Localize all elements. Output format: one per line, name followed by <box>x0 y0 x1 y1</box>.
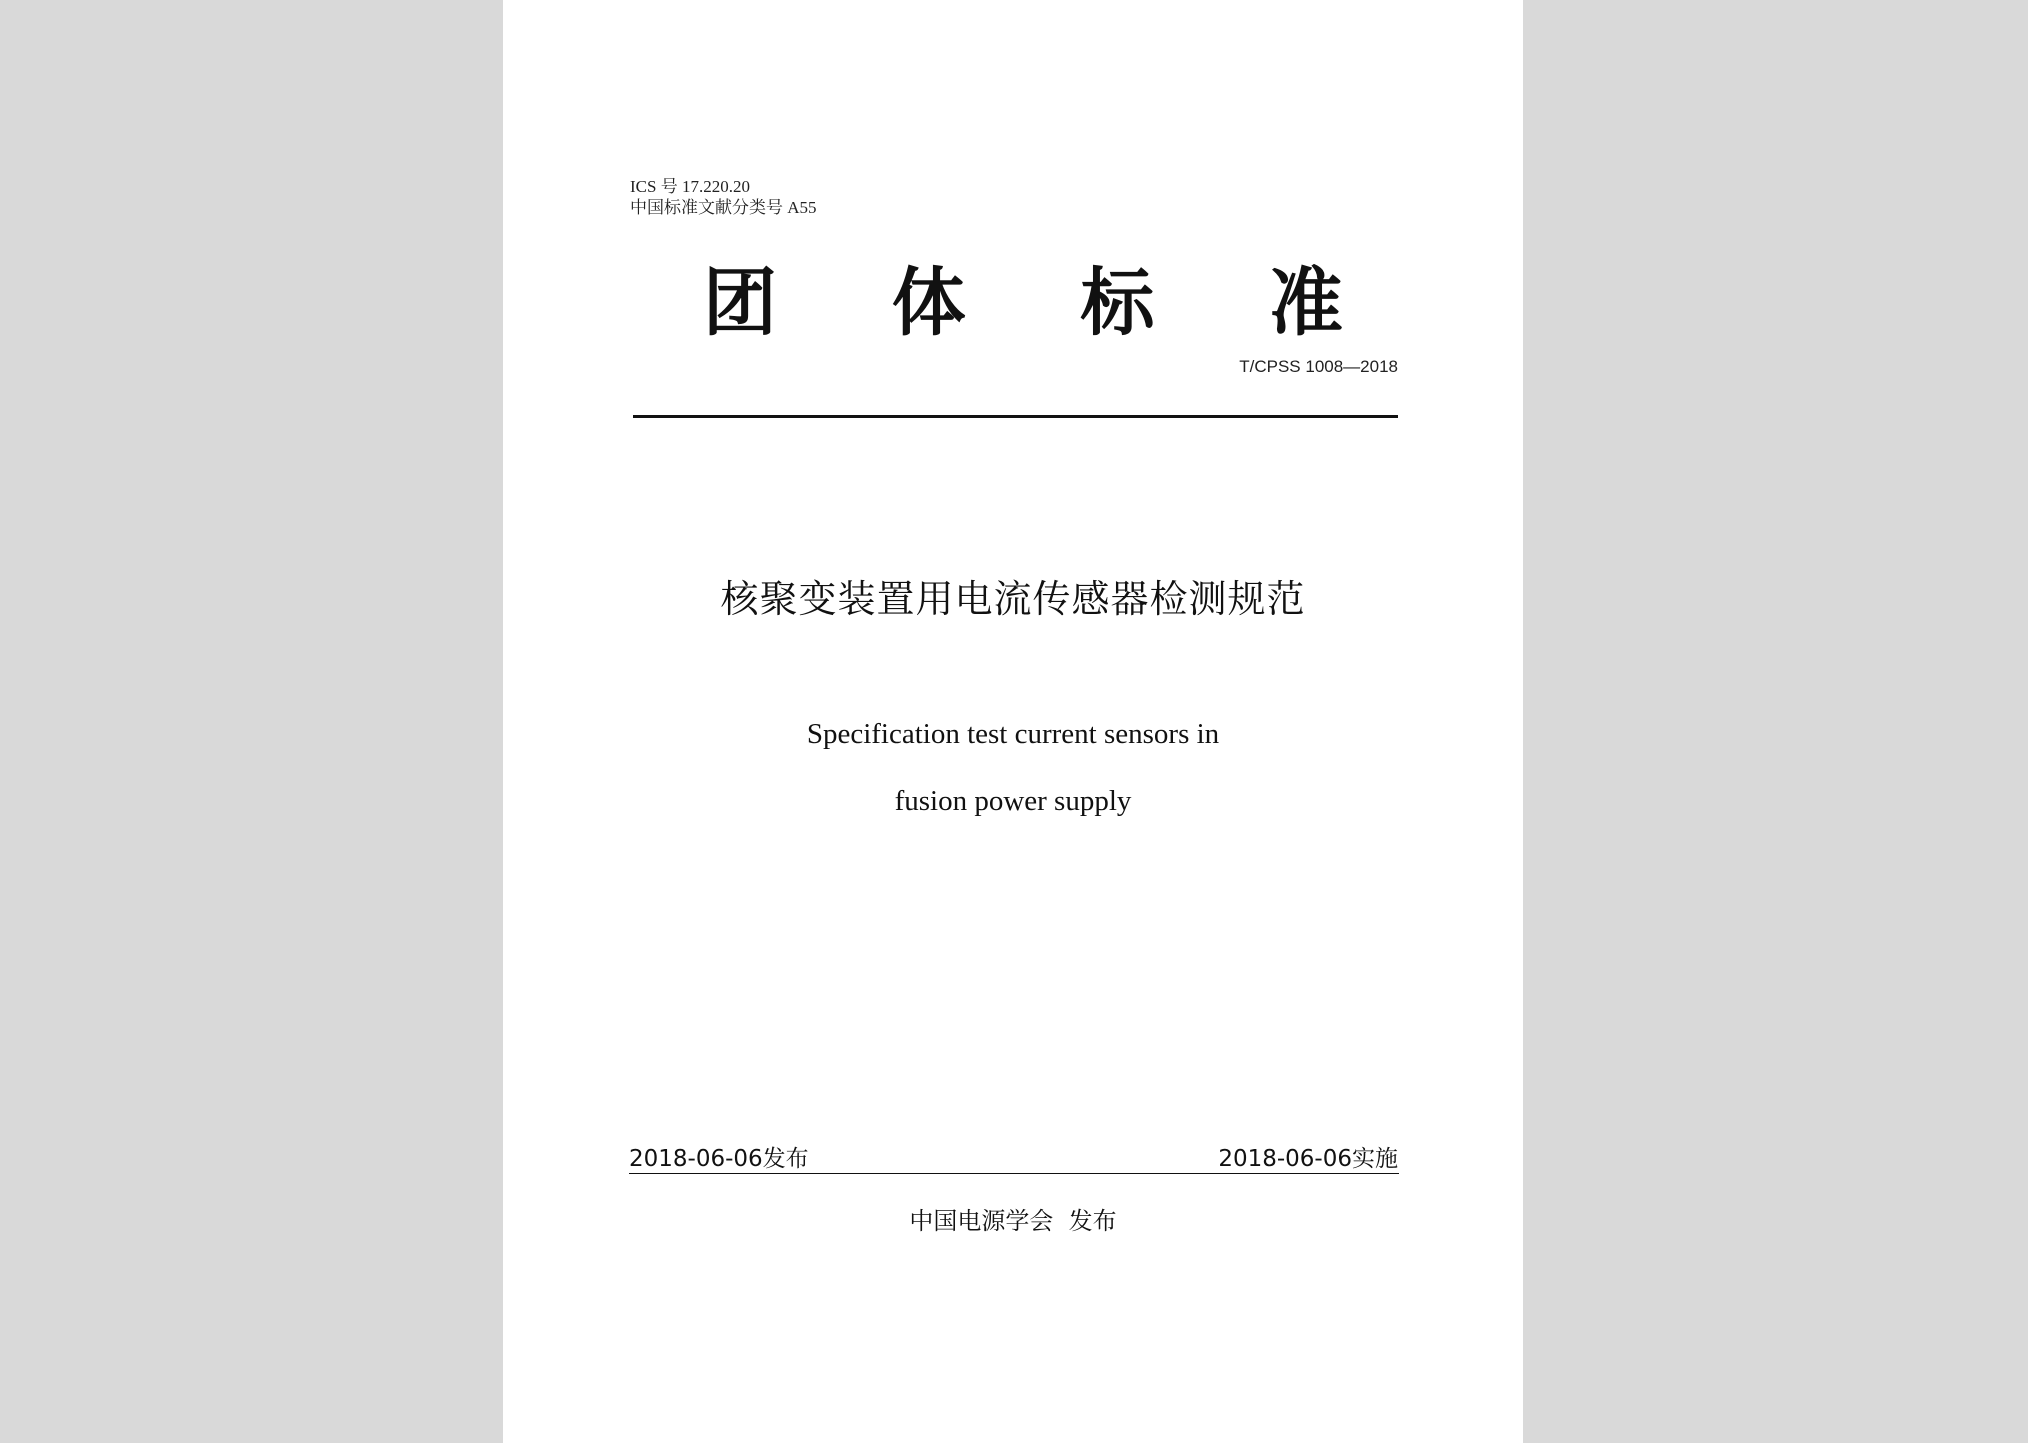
ccs-classification: 中国标准文献分类号 A55 <box>630 198 817 217</box>
title-char-1: 团 <box>703 260 777 346</box>
header-divider <box>633 415 1398 418</box>
chinese-title: 核聚变装置用电流传感器检测规范 <box>720 577 1306 621</box>
standard-code: T/CPSS 1008—2018 <box>1239 357 1398 376</box>
title-char-4: 准 <box>1268 260 1343 346</box>
publisher: 中国电源学会 发布 <box>909 1207 1117 1235</box>
implementation-date: 2018-06-06实施 <box>1218 1146 1398 1172</box>
standard-type-title <box>703 258 1343 348</box>
english-title-line-2: fusion power supply <box>894 785 1132 817</box>
ics-number: ICS 号 17.220.20 <box>630 177 750 196</box>
english-title-line-1: Specification test current sensors in <box>806 718 1220 750</box>
title-char-2: 体 <box>891 260 966 346</box>
title-char-3: 标 <box>1080 260 1155 346</box>
issue-date: 2018-06-06发布 <box>629 1146 809 1172</box>
document-page <box>503 0 1523 1443</box>
footer-divider <box>629 1173 1399 1174</box>
